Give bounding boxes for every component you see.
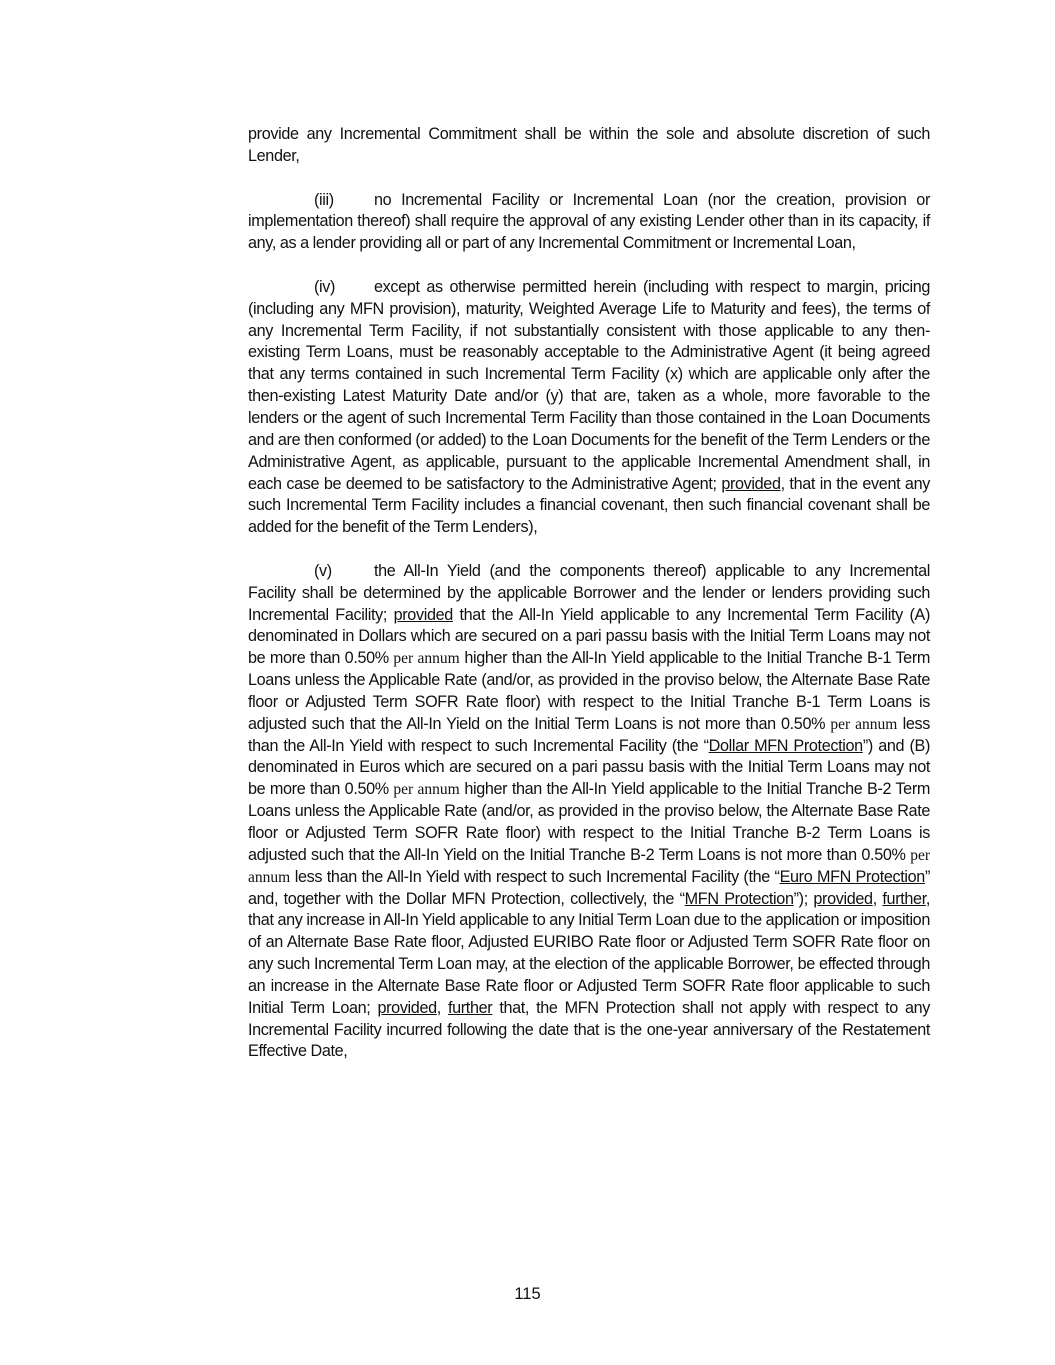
paragraph-continuation: provide any Incremental Commitment shall be within the sole and absolute discretion of such Lender,	[248, 125, 930, 165]
per-annum-italic: per annum	[830, 715, 898, 733]
defined-term-provided: provided	[813, 889, 873, 908]
defined-term-euro-mfn-protection: Euro MFN Protection	[779, 867, 925, 886]
defined-term-further: further	[882, 889, 926, 908]
per-annum-italic: per annum	[393, 650, 460, 668]
defined-term-provided: provided	[721, 474, 781, 493]
defined-term-dollar-mfn-protection: Dollar MFN Protection	[708, 736, 863, 755]
defined-term-provided: provided	[377, 998, 437, 1017]
paragraph-iii: (iii) no Incremental Facility or Incremental Loan (nor the creation, provision or implementation thereof) shall require the approval of any existing Lender other than in its capacity, if any, as a lender providing all or part of any Incremental Commitment or Incremental Loan,	[248, 190, 930, 253]
defined-term-provided: provided	[393, 605, 453, 624]
defined-term-mfn-protection: MFN Protection	[684, 889, 794, 908]
per-annum-italic: per annum	[248, 846, 930, 886]
paragraph-v: (v) the All-In Yield (and the components thereof) applicable to any Incremental Facility shall be determined by the applicable Borrower and the lender or lenders providing such Incremental Facility; provided that the All-In Yield applicable to any Incremental Term Facility (A) denominated in Dollars which are secured on a pari passu basis with the Initial Term Loans may not be more than 0.50% per annum higher than the All-In Yield applicable to the Initial Tranche B-1 Term Loans unless the Applicable Rate (and/or, as provided in the proviso below, the Alternate Base Rate floor or Adjusted Term SOFR Rate floor) with respect to the Initial Tranche B-1 Term Loans is adjusted such that the All-In Yield on the Initial Term Loans is not more than 0.50% per annum less than the All-In Yield with respect to such Incremental Facility (the “Dollar MFN Protection”) and (B) denominated in Euros which are secured on a pari passu basis with the Initial Term Loans may not be more than 0.50% per annum higher than the All-In Yield applicable to the Initial Tranche B-2 Term Loans unless the Applicable Rate (and/or, as provided in the proviso below, the Alternate Base Rate floor or Adjusted Term SOFR Rate floor) with respect to the Initial Tranche B-2 Term Loans is adjusted such that the All-In Yield on the Initial Tranche B-2 Term Loans is not more than 0.50% per annum less than the All-In Yield with respect to such Incremental Facility (the “Euro MFN Protection” and, together with the Dollar MFN Protection, collectively, the “MFN Protection”); provided, further, that any increase in All-In Yield applicable to any Initial Term Loan due to the application or imposition of an Alternate Base Rate floor, Adjusted EURIBO Rate floor or Adjusted Term SOFR Rate floor on any such Incremental Term Loan may, at the election of the applicable Borrower, be effected through an increase in the Alternate Base Rate floor or Adjusted Term SOFR Rate floor applicable to such Initial Term Loan; provided, further that, the MFN Protection shall not apply with respect to any Incremental Facility incurred following the date that is the one-year anniversary of the Restatement Effective Date,	[248, 561, 931, 1061]
clause-number-v: (v)	[314, 561, 332, 580]
page-number: 115	[514, 1285, 541, 1303]
clause-number-iv: (iv)	[314, 277, 336, 296]
per-annum-italic: per annum	[393, 781, 460, 799]
body-text	[248, 124, 930, 1085]
paragraph-iv: (iv) except as otherwise permitted herein (including with respect to margin, pricing (including any MFN provision), maturity, Weighted Average Life to Maturity and fees), the terms of any Incremental Term Facility, if not substantially consistent with those applicable to any then-existing Term Loans, must be reasonably acceptable to the Administrative Agent (it being agreed that any terms contained in such Incremental Term Facility (x) which are applicable only after the then-existing Latest Maturity Date and/or (y) that are, taken as a whole, more favorable to the lenders or the agent of such Incremental Term Facility than those contained in the Loan Documents and are then conformed (or added) to the Loan Documents for the benefit of the Term Lenders or the Administrative Agent, as applicable, pursuant to the applicable Incremental Amendment shall, in each case be deemed to be satisfactory to the Administrative Agent; provided, that in the event any such Incremental Term Facility includes a financial covenant, then such financial covenant shall be added for the benefit of the Term Lenders),	[248, 277, 930, 537]
clause-number-iii: (iii)	[314, 190, 334, 209]
defined-term-further: further	[447, 998, 493, 1017]
